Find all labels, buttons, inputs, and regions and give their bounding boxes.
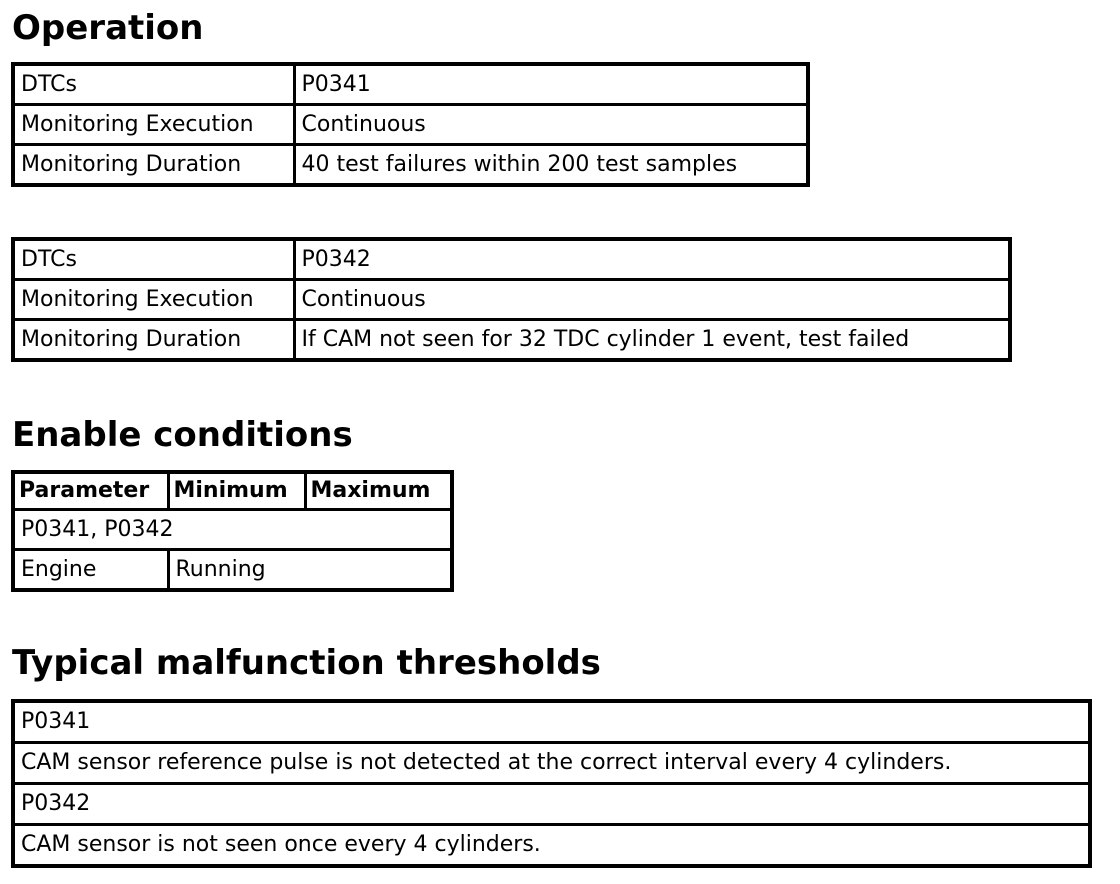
row-label: Monitoring Duration [13, 320, 294, 361]
table-row [13, 145, 808, 186]
table-row [13, 280, 1010, 320]
table-row [13, 743, 1090, 784]
column-header-parameter: Parameter [13, 472, 168, 510]
row-value: P0341 [294, 64, 808, 105]
operation-table-p0341 [11, 62, 810, 187]
enable-conditions-heading: Enable conditions [12, 415, 353, 455]
value-cell: Running [168, 550, 452, 591]
table-row [13, 701, 1090, 743]
threshold-dtc: P0342 [13, 784, 1090, 825]
threshold-description: CAM sensor reference pulse is not detected at the correct interval every 4 cylinders. [13, 743, 1090, 784]
table-row [13, 550, 452, 591]
threshold-description: CAM sensor is not seen once every 4 cylinders. [13, 825, 1090, 867]
row-label: DTCs [13, 239, 294, 280]
operation-heading: Operation [12, 8, 204, 48]
header-row [13, 472, 452, 510]
enable-conditions-table [11, 470, 454, 592]
column-header-maximum: Maximum [305, 472, 452, 510]
table-row [13, 784, 1090, 825]
dtc-group-label: P0341, P0342 [13, 510, 452, 550]
row-value: Continuous [294, 280, 1010, 320]
table-row [13, 239, 1010, 280]
row-label: Monitoring Execution [13, 105, 294, 145]
column-header-minimum: Minimum [168, 472, 305, 510]
row-value: P0342 [294, 239, 1010, 280]
row-value: 40 test failures within 200 test samples [294, 145, 808, 186]
table-row [13, 320, 1010, 361]
operation-table-p0342 [11, 237, 1012, 362]
group-row [13, 510, 452, 550]
thresholds-heading: Typical malfunction thresholds [12, 643, 601, 683]
row-value: If CAM not seen for 32 TDC cylinder 1 event, test failed [294, 320, 1010, 361]
row-label: Monitoring Execution [13, 280, 294, 320]
table-row [13, 105, 808, 145]
parameter-cell: Engine [13, 550, 168, 591]
row-label: Monitoring Duration [13, 145, 294, 186]
thresholds-table [11, 699, 1092, 868]
row-label: DTCs [13, 64, 294, 105]
threshold-dtc: P0341 [13, 701, 1090, 743]
table-row [13, 825, 1090, 867]
row-value: Continuous [294, 105, 808, 145]
table-row [13, 64, 808, 105]
